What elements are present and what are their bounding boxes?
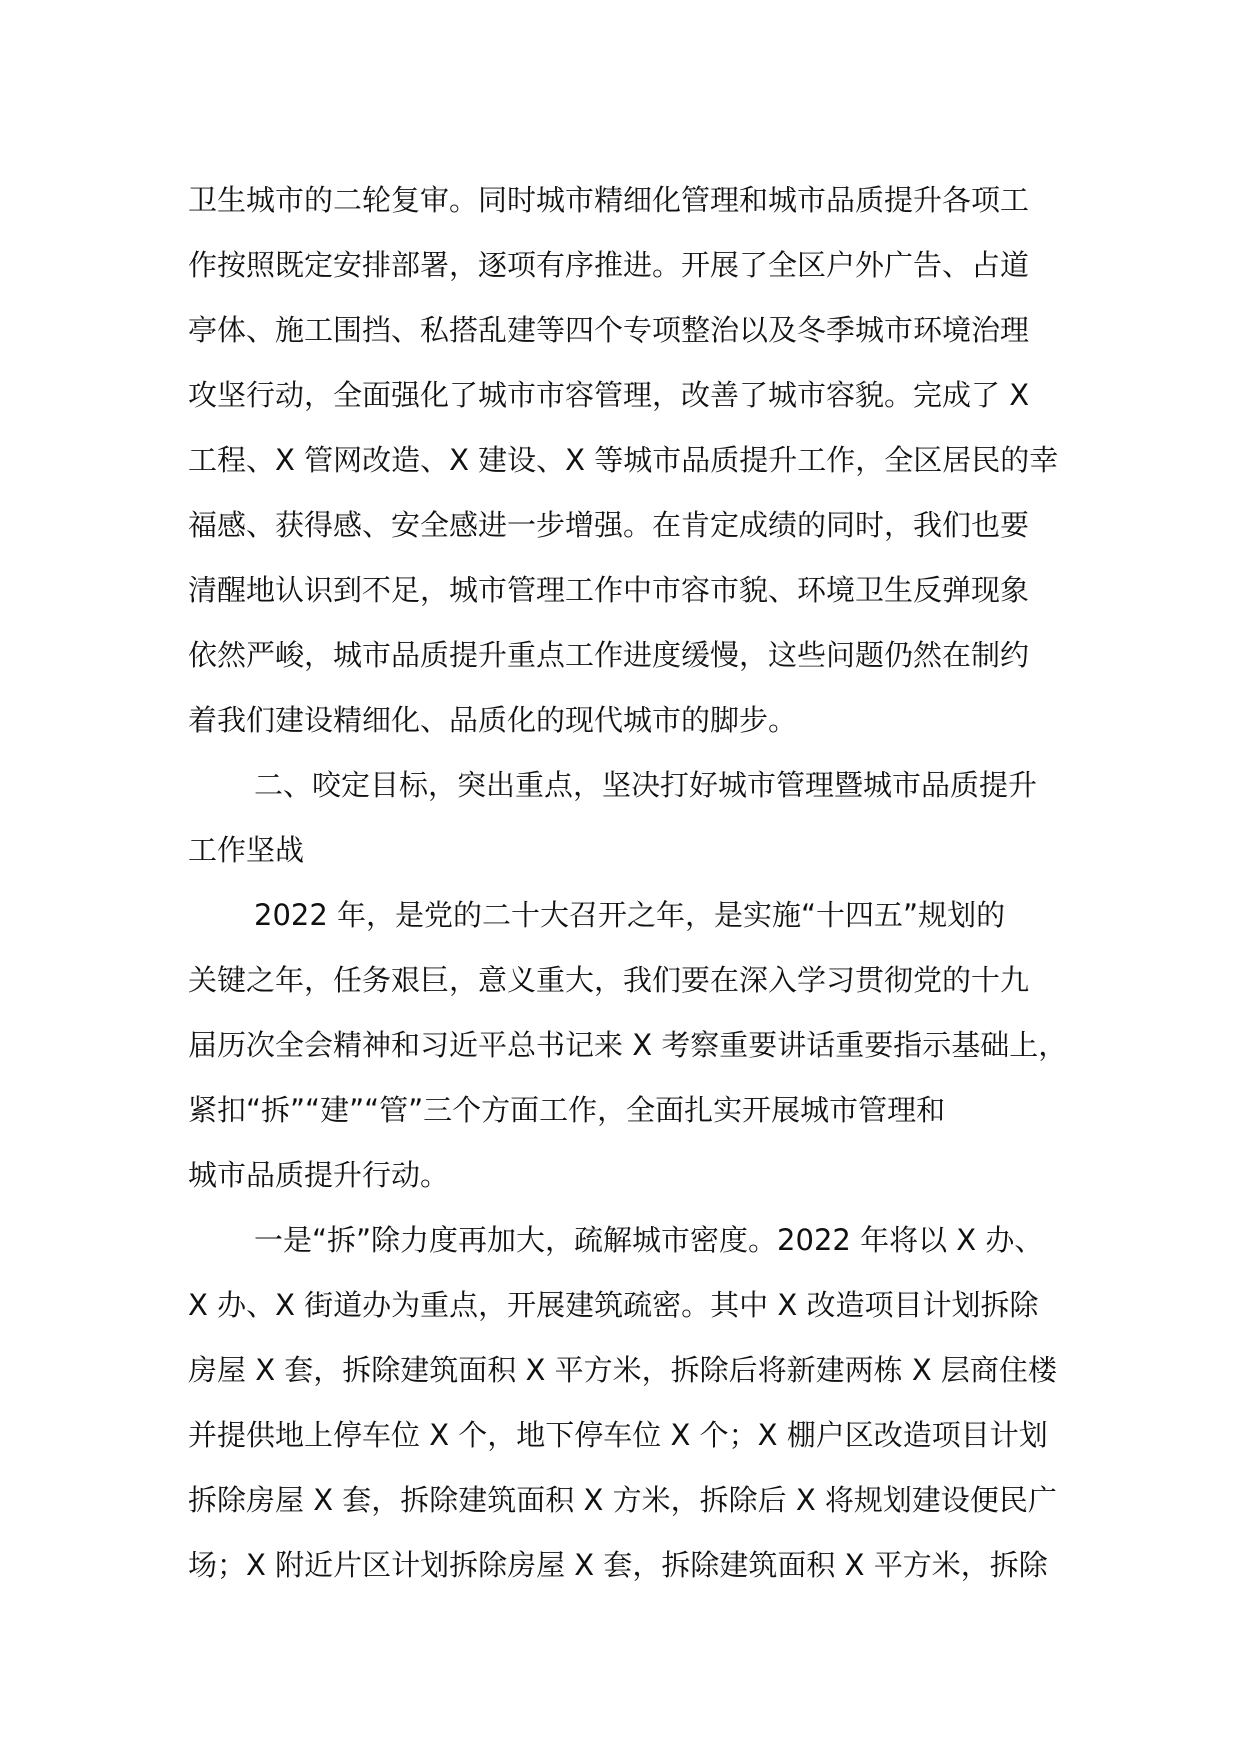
text-line: 福感、获得感、安全感进一步增强。在肯定成绩的同时，我们也要: [188, 508, 1030, 542]
text-line: 作按照既定安排部署，逐项有序推进。开展了全区户外广告、占道: [188, 248, 1030, 282]
text-line: 届历次全会精神和习近平总书记来 X 考察重要讲话重要指示基础上，: [188, 1028, 1068, 1062]
text-line: 着我们建设精细化、品质化的现代城市的脚步。: [188, 703, 798, 737]
text-line: 场；X 附近片区计划拆除房屋 X 套，拆除建筑面积 X 平方米，拆除: [188, 1548, 1048, 1582]
text-line: X 办、X 街道办为重点，开展建筑疏密。其中 X 改造项目计划拆除: [188, 1288, 1039, 1322]
text-line: 攻坚行动，全面强化了城市市容管理，改善了城市容貌。完成了 X: [188, 378, 1030, 412]
text-line: 紧扣“拆”“建”“管”三个方面工作，全面扎实开展城市管理和: [188, 1093, 946, 1127]
text-line: 关键之年，任务艰巨，意义重大，我们要在深入学习贯彻党的十九: [188, 963, 1030, 997]
text-line: 依然严峻，城市品质提升重点工作进度缓慢，这些问题仍然在制约: [188, 638, 1030, 672]
text-line: 清醒地认识到不足，城市管理工作中市容市貌、环境卫生反弹现象: [188, 573, 1030, 607]
paragraph-first-line: 2022 年，是党的二十大召开之年，是实施“十四五”规划的: [254, 898, 1006, 932]
text-line: 拆除房屋 X 套，拆除建筑面积 X 方米，拆除后 X 将规划建设便民广: [188, 1483, 1057, 1517]
text-line: 房屋 X 套，拆除建筑面积 X 平方米，拆除后将新建两栋 X 层商住楼: [188, 1353, 1057, 1387]
text-line: 并提供地上停车位 X 个，地下停车位 X 个；X 棚户区改造项目计划: [188, 1418, 1048, 1452]
text-line: 工作坚战: [188, 833, 305, 867]
text-line: 工程、X 管网改造、X 建设、X 等城市品质提升工作，全区居民的幸: [188, 443, 1059, 477]
body-text: [188, 168, 1068, 1598]
text-line: 亭体、施工围挡、私搭乱建等四个专项整治以及冬季城市环境治理: [188, 313, 1030, 347]
paragraph-first-line: 二、咬定目标，突出重点，坚决打好城市管理暨城市品质提升: [254, 768, 1038, 802]
paragraph-first-line: 一是“拆”除力度再加大，疏解城市密度。2022 年将以 X 办、: [254, 1223, 1044, 1257]
text-line: 卫生城市的二轮复审。同时城市精细化管理和城市品质提升各项工: [188, 183, 1030, 217]
text-line: 城市品质提升行动。: [188, 1158, 450, 1192]
